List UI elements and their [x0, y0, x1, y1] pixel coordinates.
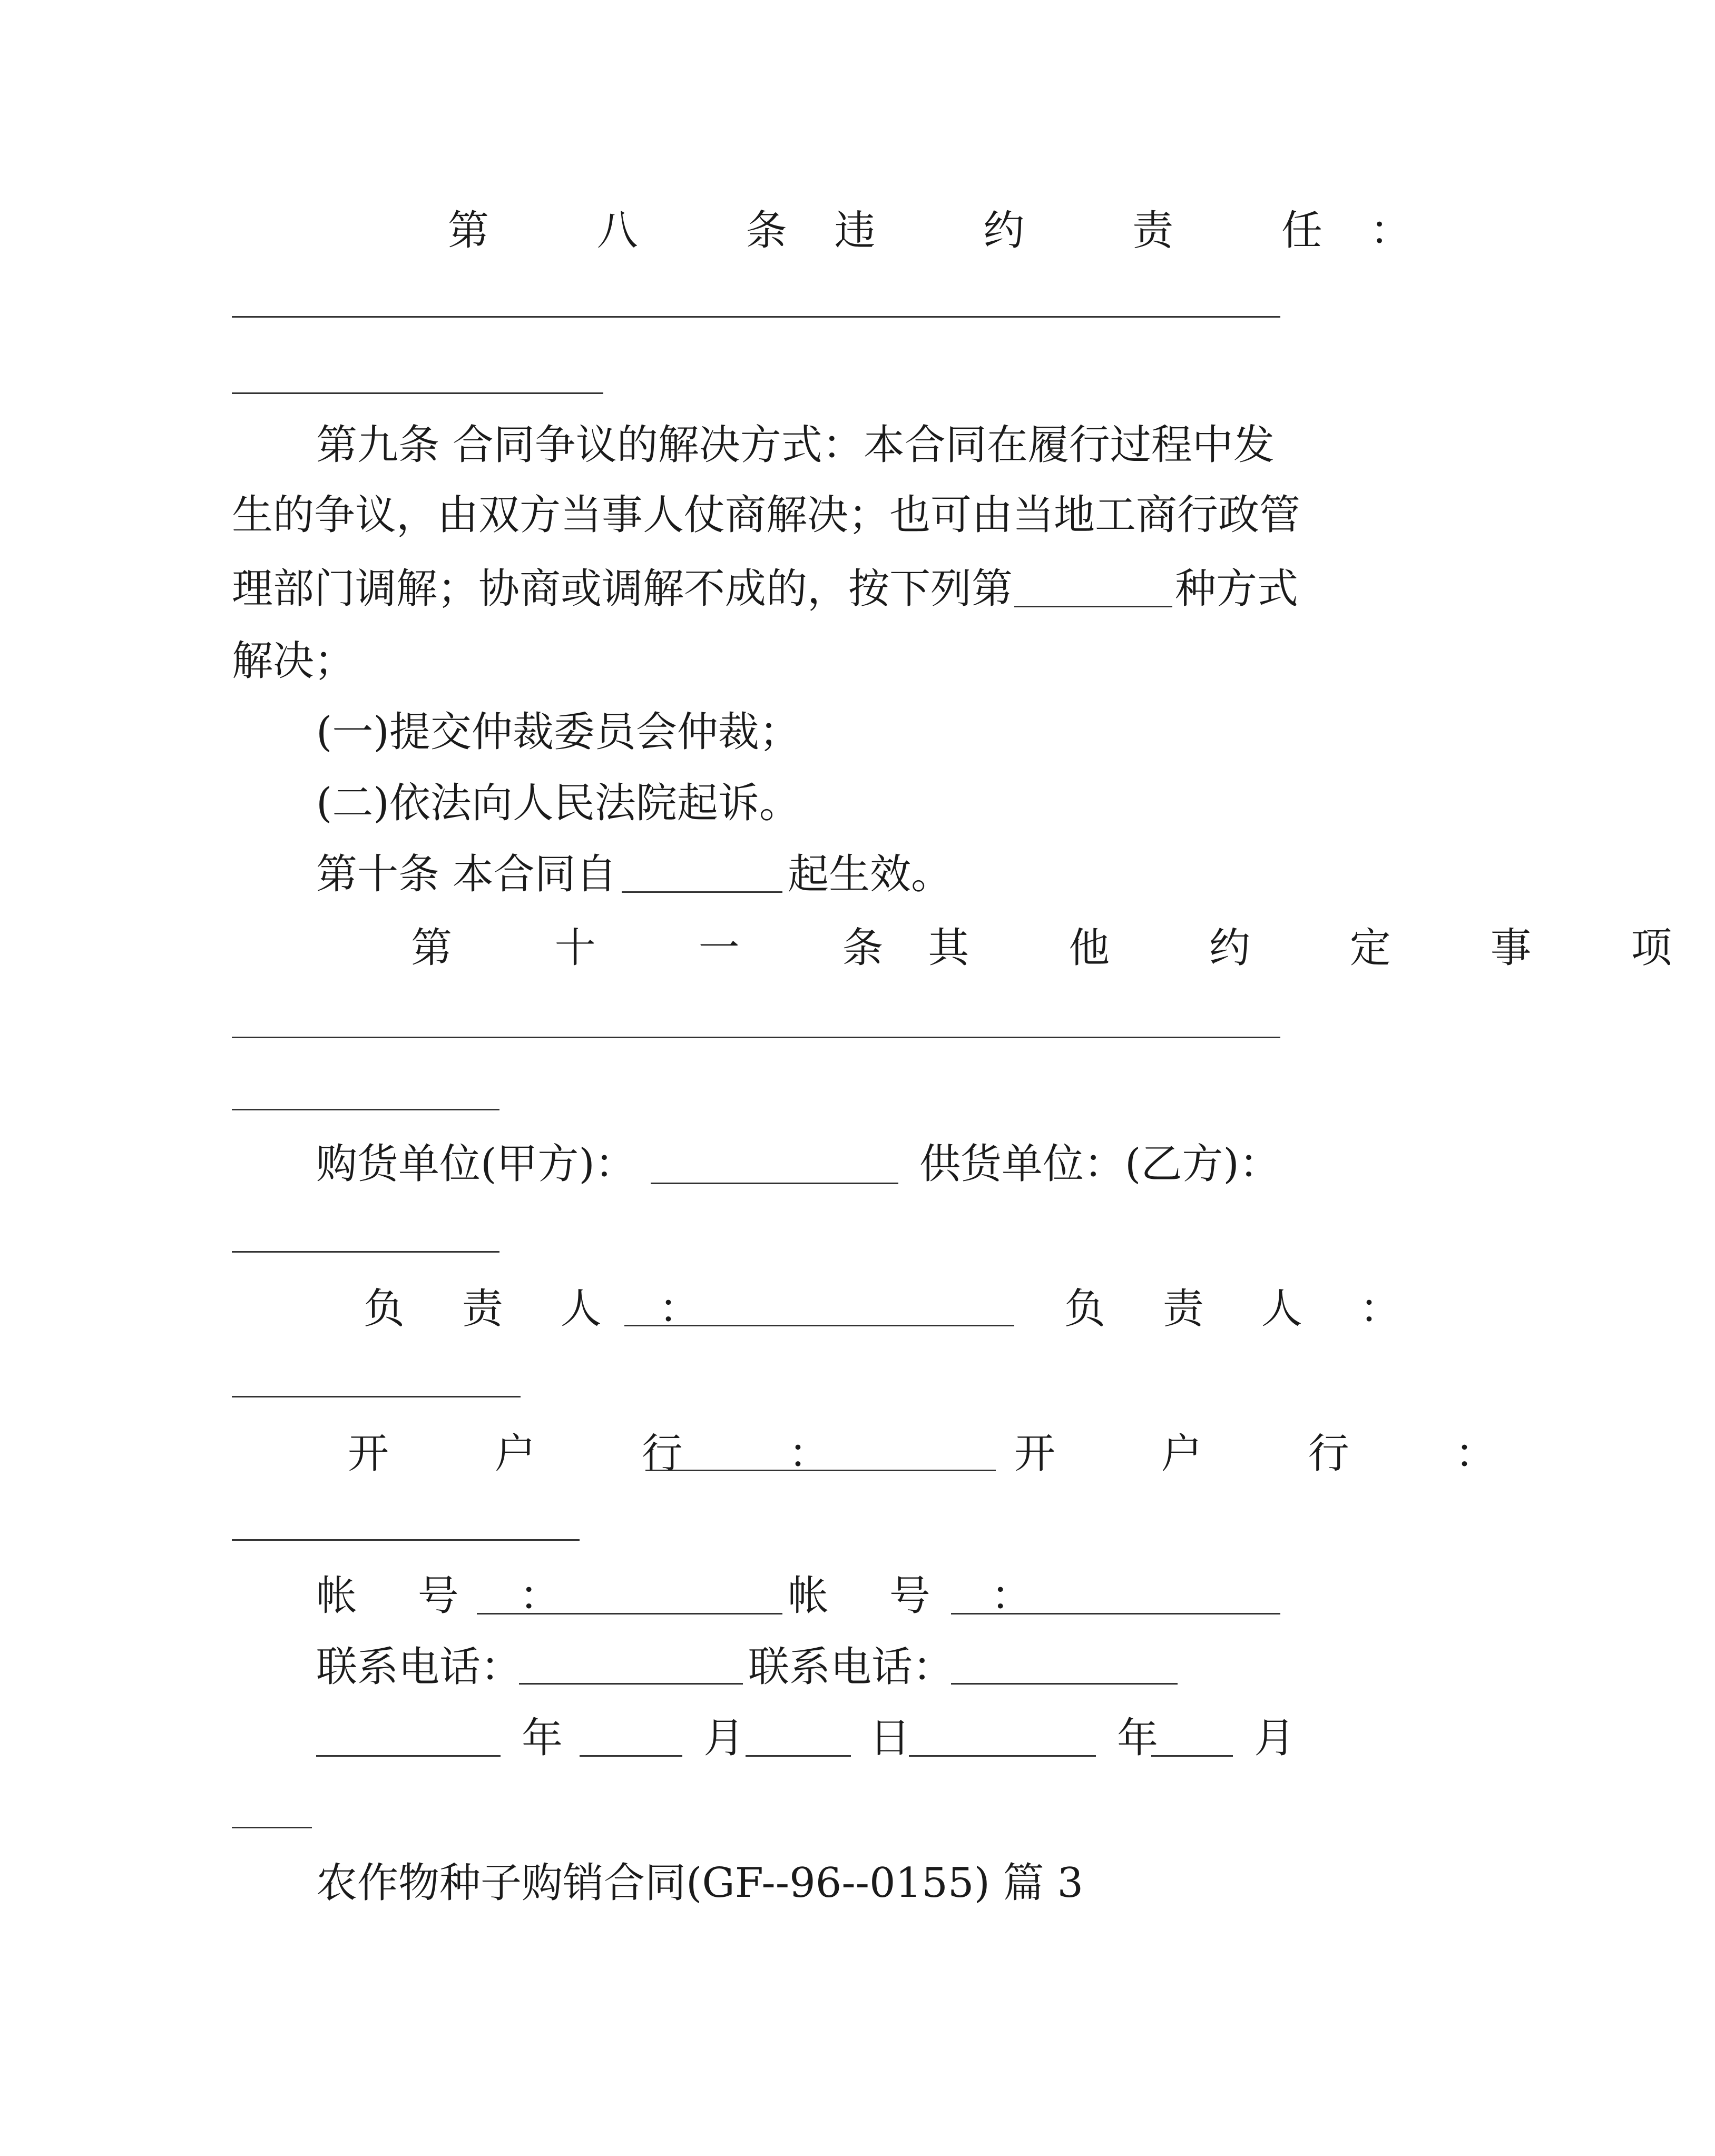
- blank-line: [232, 1037, 1280, 1038]
- blank-line: [951, 1613, 1280, 1614]
- seller-label: 供货单位：(乙方)：: [919, 1140, 1280, 1188]
- article-9-line-4: 解决；: [232, 637, 356, 685]
- blank-line: [232, 1109, 499, 1110]
- blank-line: [580, 1755, 682, 1757]
- buyer-phone-label: 联系电话：: [316, 1643, 522, 1691]
- article-9-option-1: (一)提交仲裁委员会仲裁；: [316, 708, 800, 756]
- article-11-heading: 第 十 一 条: [411, 924, 928, 972]
- next-section-title: 农作物种子购销合同(GF--96--0155) 篇 3: [316, 1859, 1084, 1907]
- blank-line: [1014, 606, 1172, 607]
- blank-line: [1151, 1755, 1233, 1757]
- article-10-b: 起生效。: [788, 851, 953, 898]
- blank-line: [951, 1683, 1178, 1685]
- blank-line: [232, 1396, 521, 1397]
- article-9-line-3b: 种方式: [1175, 565, 1299, 613]
- blank-line: [316, 1755, 501, 1757]
- seller-bank-label: 开 户 行 ：: [1014, 1430, 1543, 1478]
- article-9-line-1: 第九条 合同争议的解决方式：本合同在履行过程中发: [316, 421, 1275, 469]
- blank-line: [624, 1325, 1014, 1326]
- blank-line: [232, 392, 603, 394]
- article-8-heading-row: [448, 204, 1411, 257]
- buyer-year-label: 年: [522, 1715, 563, 1762]
- blank-line: [232, 1539, 580, 1541]
- blank-line: [645, 1470, 996, 1471]
- article-9-option-2: (二)依法向人民法院起诉。: [316, 780, 800, 827]
- buyer-bank-label: 开 户 行 ：: [348, 1430, 876, 1478]
- article-11-heading-row: [411, 922, 1715, 974]
- blank-line: [519, 1683, 743, 1685]
- blank-line: [232, 316, 1280, 318]
- blank-line: [909, 1755, 1096, 1757]
- seller-responsible-label: 负 责 人 ：: [1064, 1285, 1423, 1333]
- article-8-title: 违 约 责 任: [834, 207, 1370, 254]
- seller-year-label: 年: [1117, 1715, 1159, 1762]
- article-10-a: 第十条 本合同自: [316, 851, 617, 898]
- seller-month-label: 月: [1254, 1715, 1296, 1762]
- seller-phone-label: 联系电话：: [748, 1643, 954, 1691]
- buyer-month-label: 月: [703, 1715, 745, 1762]
- article-8-heading: 第 八 条: [448, 207, 835, 254]
- buyer-label: 购货单位(甲方)：: [316, 1140, 636, 1188]
- article-9-line-2: 生的争议，由双方当事人仗商解决；也可由当地工商行政管: [232, 491, 1301, 539]
- buyer-responsible-label: 负 责 人 ：: [364, 1285, 722, 1333]
- article-9-line-3a: 理部门调解；协商或调解不成的，按下列第: [232, 565, 1013, 613]
- blank-line: [746, 1755, 851, 1757]
- blank-line: [232, 1827, 312, 1828]
- seller-account-label: 帐 号 ：: [788, 1572, 1056, 1620]
- blank-line: [232, 1251, 499, 1253]
- blank-line: [477, 1613, 782, 1614]
- buyer-account-label: 帐 号 ：: [316, 1572, 584, 1620]
- article-8-colon: ：: [1369, 207, 1411, 254]
- article-11-title: 其 他 约 定 事 项: [928, 924, 1715, 972]
- blank-line: [651, 1183, 898, 1184]
- buyer-day-label: 日: [869, 1715, 911, 1762]
- blank-line: [622, 891, 782, 893]
